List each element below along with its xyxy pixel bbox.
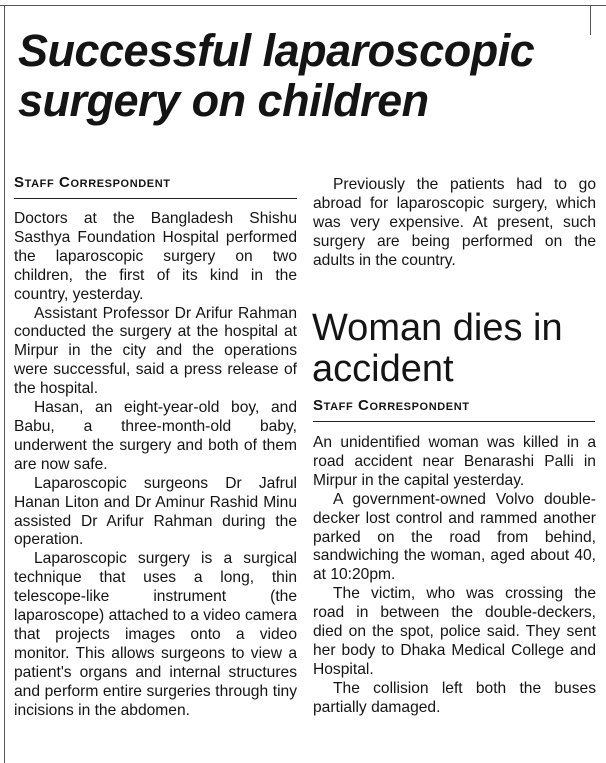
frame-rule-left: [4, 5, 5, 763]
article-2-headline: Woman dies in accident: [312, 307, 563, 390]
article-1-headline: Successful laparoscopic surgery on children: [18, 25, 535, 126]
article-2-byline: Staff Correspondent: [313, 397, 470, 414]
article-2-body: [313, 434, 596, 718]
article-1-paragraph-1: Doctors at the Bangladesh Shishu Sasthya Foundation Hospital performed the laparoscopic surgery on two children, the first of its kind in the country, yesterday.: [14, 210, 297, 303]
article-2-paragraph-1: An unidentified woman was killed in a road accident near Benarashi Palli in Mirpur in the capital yesterday.: [313, 434, 596, 489]
frame-rule-top: [0, 5, 606, 6]
article-2-paragraph-2: A government-owned Volvo double-decker lost control and rammed another parked on the road from behind, sandwiching the woman, aged about 40, at 10:20pm.: [313, 490, 596, 584]
article-2-paragraph-3: The victim, who was crossing the road in between the double-deckers, died on the spot, police said. They sent her body to Dhaka Medical College and Hospital.: [313, 585, 596, 678]
article-1-byline-rule: [14, 198, 297, 199]
article-1-paragraph-6: Previously the patients had to go abroad for laparoscopic surgery, which was very expensive. At present, such surgery are being performed on the adults in the country.: [313, 176, 596, 269]
article-1-paragraph-2: Assistant Professor Dr Arifur Rahman conducted the surgery at the hospital at Mirpur in the city and the operations were successful, said a press release of the hospital.: [14, 304, 297, 398]
article-2-byline-rule: [313, 421, 595, 422]
article-1-paragraph-5: Laparoscopic surgery is a surgical technique that uses a long, thin telescope-like instrument (the laparoscope) attached to a video camera that projects images onto a video monitor. This allows surgeons to view a patient's organs and internal structures and perform entire surgeries through tiny incisions in the abdomen.: [14, 550, 297, 719]
article-1-paragraph-4: Laparoscopic surgeons Dr Jafrul Hanan Liton and Dr Aminur Rashid Minu assisted Dr Arifur Rahman during the operation.: [14, 474, 297, 549]
article-1-paragraph-3: Hasan, an eight-year-old boy, and Babu, a three-month-old baby, underwent the surgery and both of them are now safe.: [14, 399, 297, 473]
article-1-column-1: [14, 210, 297, 720]
article-1-column-2: [313, 176, 596, 271]
article-2-paragraph-4: The collision left both the buses partially damaged.: [313, 679, 596, 716]
article-1-byline: Staff Correspondent: [14, 174, 171, 191]
